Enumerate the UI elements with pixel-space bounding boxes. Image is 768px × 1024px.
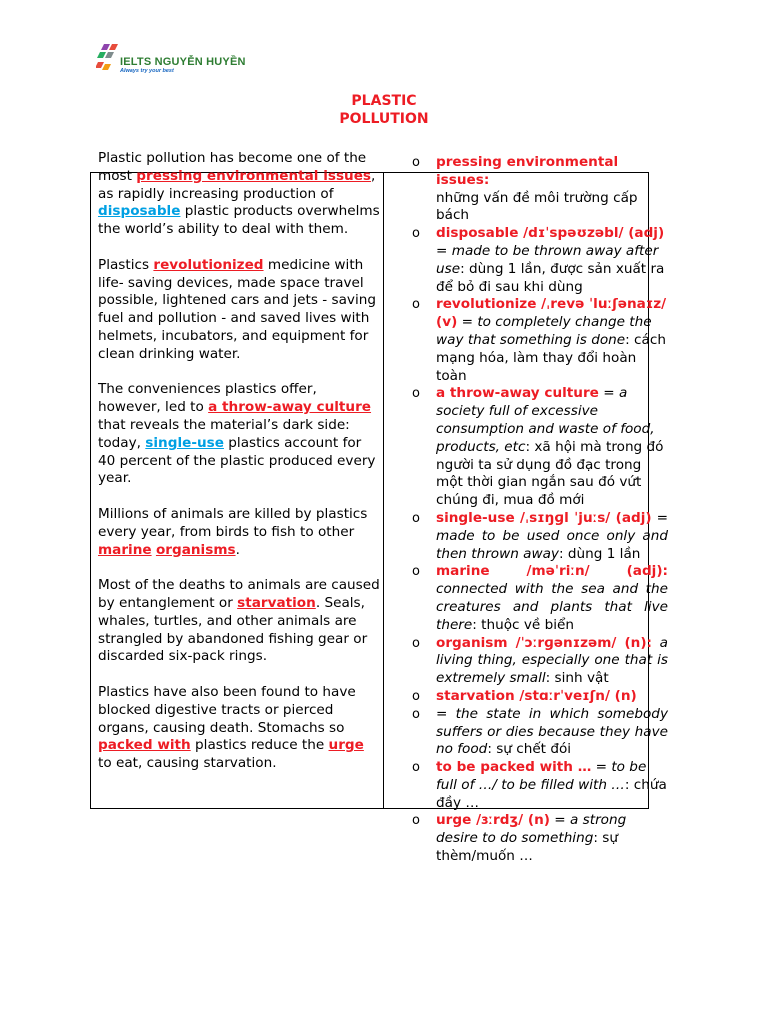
bullet-icon: o [412, 635, 420, 651]
vocab-meaning: : cách mạng hóa, làm thay đổi hoàn toàn [436, 331, 666, 384]
text: , as rapidly increasing production of [98, 167, 376, 202]
text: Plastics [98, 256, 154, 273]
vocab-definition: a living thing, especially one that is extremely small [436, 634, 668, 687]
highlight-starvation: starvation [237, 594, 316, 611]
highlight-marine: marine [98, 541, 152, 558]
text: plastics account for 40 percent of the plastic produced every year. [98, 434, 376, 487]
vocab-item [410, 510, 668, 563]
vocab-meaning: : dùng 1 lần [558, 545, 641, 562]
text: The conveniences plastics offer, however, led to [98, 381, 317, 416]
column-divider [383, 172, 384, 809]
vocab-item [410, 385, 668, 510]
title-line-1: PLASTIC [351, 93, 417, 109]
vocab-term: marine /məˈriːn/ (adj): [436, 563, 668, 580]
logo-brand: IELTS NGUYỄN HUYỀN [120, 56, 246, 68]
paragraph-3 [98, 381, 380, 488]
highlight-throw-away: a throw-away culture [208, 399, 372, 416]
vocab-eq: = [436, 242, 452, 259]
vocab-term: urge /ɜːrdʒ/ (n) [436, 812, 550, 829]
text: Most of the deaths to animals are caused by entanglement or [98, 577, 380, 611]
paragraph-2 [98, 257, 380, 364]
logo-tagline: Always try your best [120, 68, 174, 74]
highlight-disposable: disposable [98, 203, 181, 220]
vocab-item [410, 296, 668, 385]
highlight-revolutionized: revolutionized [153, 256, 264, 273]
vocab-item [410, 688, 668, 706]
vocab-eq: = [591, 759, 612, 776]
vocab-meaning: : chứa đầy … [436, 776, 667, 811]
vocab-eq: = [598, 385, 619, 402]
vocab-term: single-use /ˌsɪŋɡl ˈjuːs/ (adj) [436, 509, 652, 526]
logo-mark-icon [96, 42, 122, 78]
text: Millions of animals are killed by plastics every year, from birds to fish to other [98, 505, 368, 540]
vocab-eq [652, 635, 660, 651]
bullet-icon: o [412, 706, 420, 722]
vocab-item [410, 154, 668, 225]
title-line-2: POLLUTION [339, 111, 429, 127]
bullet-icon: o [412, 510, 420, 526]
bullet-icon: o [412, 760, 420, 776]
text: medicine with life- saving devices, made space travel possible, lightened cars and jets - saving fuel and pollution - and saved lives with helmets, incubators, and equipment for clean drinking water. [98, 256, 376, 362]
bullet-icon: o [412, 564, 420, 580]
paragraph-4 [98, 506, 380, 559]
vocab-term: organism /ˈɔːrɡənɪzəm/ (n): [436, 634, 652, 651]
vocab-meaning: : sinh vật [545, 670, 609, 687]
highlight-pressing: pressing environmental issues [136, 167, 372, 184]
vocab-eq: = [436, 705, 456, 722]
text: Plastics have also been found to have blocked digestive tracts or pierced organs, causing death. Stomachs so [98, 683, 356, 736]
vocab-item [410, 225, 668, 296]
vocab-meaning: những vấn đề môi trường cấp bách [436, 189, 638, 224]
bullet-icon: o [412, 226, 420, 242]
vocab-definition: made to be used once only and then thrown away [436, 527, 668, 562]
highlight-organisms: organisms [155, 541, 236, 558]
vocab-term: a throw-away culture [436, 385, 599, 402]
vocab-definition: to be full of …/ to be filled with … [436, 759, 647, 793]
vocabulary-list [410, 154, 668, 866]
vocab-definition: to completely change the way that something is done [436, 314, 652, 348]
highlight-packed-with: packed with [98, 737, 191, 754]
highlight-single-use: single-use [145, 434, 224, 451]
paragraph-6 [98, 684, 380, 773]
article-column [98, 150, 380, 791]
vocab-term: to be packed with … [436, 759, 592, 776]
text: to eat, causing starvation. [98, 755, 277, 772]
text: . [235, 541, 240, 558]
bullet-icon: o [412, 813, 420, 829]
logo [96, 42, 246, 82]
paragraph-1 [98, 150, 380, 239]
vocab-term: disposable /dɪˈspəʊzəbl/ (adj) [436, 225, 665, 242]
vocab-definition: connected with the sea and the creatures and plants that live there [436, 581, 668, 633]
vocab-meaning: : thuộc về biển [472, 616, 574, 633]
vocab-term: revolutionize /ˌrevə ˈluːʃənaɪz/ (v) [436, 296, 667, 331]
highlight-urge: urge [328, 737, 364, 754]
vocab-term: starvation /stɑːrˈveɪʃn/ (n) [436, 687, 637, 704]
vocab-item [410, 563, 668, 634]
text: plastics reduce the [190, 737, 329, 754]
bullet-icon: o [412, 386, 420, 402]
vocab-item [410, 635, 668, 688]
bullet-icon: o [412, 155, 420, 170]
paragraph-5 [98, 577, 380, 666]
vocab-meaning: : xã hội mà trong đó người ta sử dụng đồ đạc trong một thời gian ngắn sau đó vứt chúng đi, mua đồ mới [436, 438, 664, 509]
vocab-term: pressing environmental issues: [436, 154, 619, 188]
text: Plastic pollution has become one of the most [98, 150, 367, 184]
bullet-icon: o [412, 297, 420, 313]
vocab-definition: made to be thrown away after use [436, 242, 659, 277]
bullet-icon: o [412, 688, 420, 704]
vocab-definition: a strong desire to do something [436, 812, 627, 847]
vocab-meaning: : dùng 1 lần, được sản xuất ra để bỏ đi sau khi dùng [436, 260, 665, 295]
vocab-item [410, 759, 668, 812]
vocab-item [410, 706, 668, 759]
vocab-item [410, 812, 668, 865]
vocab-meaning: : sự thèm/muốn … [436, 830, 618, 865]
vocab-definition: a society full of excessive consumption and waste of food, products, etc [436, 385, 655, 455]
vocab-meaning: : sự chết đói [487, 741, 572, 758]
page-title [300, 92, 468, 128]
text: . Seals, whales, turtles, and other animals are strangled by abandoned fishing gear or discarded six-pack rings. [98, 594, 368, 665]
text: that reveals the material’s dark side: today, [98, 416, 350, 451]
vocab-eq: = [549, 812, 571, 829]
vocab-eq: = [457, 314, 478, 331]
vocab-definition: the state in which somebody suffers or dies because they have no food [436, 705, 668, 758]
vocab-eq: = [651, 509, 668, 526]
text: plastic products overwhelms the world’s ability to deal with them. [98, 203, 380, 238]
